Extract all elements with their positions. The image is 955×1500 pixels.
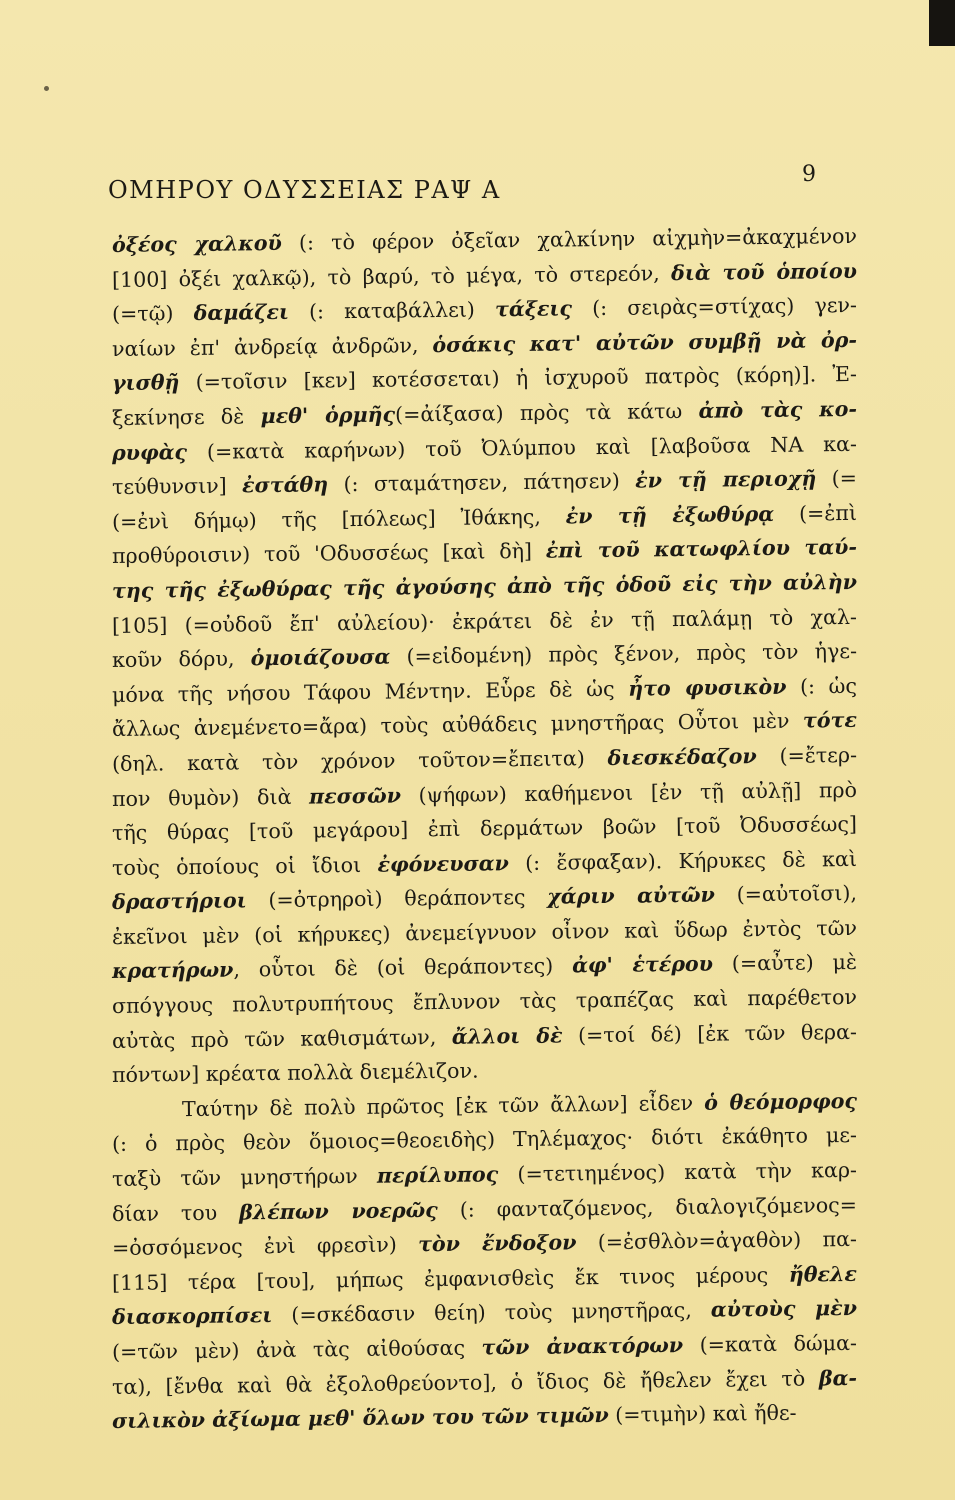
lemma-bold: βα- (818, 1365, 858, 1390)
gloss-text: (=ὀτρηροὶ) θεράποντες (246, 884, 548, 913)
text-line (112, 1395, 857, 1439)
lemma-bold: δραστήριοι (111, 888, 247, 915)
lemma-bold: ἐπὶ τοῦ κατωφλίου ταύ- (545, 535, 858, 564)
gloss-text: τῆς θύρας [τοῦ μεγάρου] ἐπὶ δερμάτων βοῶν [τοῦ Ὀδυσσέως] (111, 811, 858, 846)
lemma-bold: βλέπων νοερῶς (239, 1197, 438, 1225)
gloss-text: τεύθυνσιν] (111, 473, 243, 500)
gloss-text: (=τῶν μὲν) ἀνὰ τὰς αἰθούσας (111, 1335, 482, 1364)
gloss-text: ναίων ἐπ' ἀνδρείᾳ ἀνδρῶν, (111, 332, 433, 361)
commentary-text (111, 223, 858, 1439)
gloss-text: (= (816, 466, 858, 491)
lemma-bold: ἀπὸ τὰς κο- (698, 396, 858, 423)
gloss-text: (δηλ. κατὰ τὸν χρόνον τοῦτον=ἔπειτα) (111, 745, 608, 776)
lemma-bold: μεθ' ὁρμῆς (260, 402, 396, 429)
gloss-text: (: ὡς (786, 673, 858, 699)
running-title: ΟΜΗΡΟΥ ΟΔΥΣΣΕΙΑΣ ΡΑΨ Α (108, 176, 501, 204)
lemma-bold: τὸν ἔνδοξον (417, 1230, 577, 1257)
gloss-text: (=ἐνὶ δήμῳ) τῆς [πόλεως] Ἰθάκης, (111, 504, 566, 534)
lemma-bold: σιλικὸν ἀξίωμα μεθ' ὅλων του τῶν τιμῶν (111, 1403, 609, 1434)
gloss-text: =ὀσσόμενος ἐνὶ φρεσὶν) (111, 1232, 419, 1261)
lemma-bold: πεσσῶν (308, 782, 402, 809)
lemma-bold: ἤθελε (788, 1261, 858, 1287)
gloss-text: [105] (=οὐδοῦ ἔπ' αὐλείου)· ἐκράτει δὲ ἐν τῇ παλάμῃ τὸ χαλ- (111, 604, 858, 638)
lemma-bold: ἦτο φυσικὸν (627, 674, 787, 701)
lemma-bold: αὐτοὺς μὲν (710, 1296, 858, 1323)
gloss-text: (=σκέδασιν θείη) τοὺς μνηστῆρας, (272, 1298, 711, 1328)
lemma-bold: δαμάζει (193, 300, 289, 326)
gloss-text: (: ἔσφαξαν). Κήρυκες δὲ καὶ (508, 846, 858, 875)
gloss-text: (: ὁ πρὸς θεὸν ὅμοιος=θεοειδὴς) Τηλέμαχος· διότι ἐκάθητο με- (111, 1123, 858, 1157)
scan-edge-mark (929, 0, 955, 46)
gloss-text: αὐτὰς πρὸ τῶν καθισμάτων, (111, 1024, 452, 1053)
lemma-bold: ἐστάθη (241, 472, 329, 498)
gloss-text: τοὺς ὁποίους οἱ ἴδιοι (111, 852, 378, 880)
gloss-text: (: καταβάλλει) (288, 297, 496, 325)
lemma-bold: ὁσάκις κατ' αὐτῶν συμβῇ νὰ ὀρ- (432, 327, 858, 357)
gloss-text: (=τῷ) (111, 301, 194, 327)
gloss-text: πον θυμὸν) διὰ (111, 784, 310, 811)
gloss-text: (=ἐπὶ (774, 500, 858, 526)
lemma-bold: ἄλλοι δὲ (451, 1023, 563, 1049)
page-number: 9 (802, 162, 816, 187)
gloss-text: ξεκίνησε δὲ (111, 404, 261, 430)
gloss-text: (: φανταζόμενος, διαλογιζόμενος= (437, 1192, 858, 1222)
gloss-text: (=εἰδομένη) πρὸς ξένον, πρὸς τὸν ἡγε- (390, 639, 858, 669)
gloss-text: (=αὖτε) μὲ (712, 950, 858, 977)
gloss-text: ἄλλως ἀνεμένετο=ἄρα) τοὺς αὐθάδεις μνηστῆρας Οὗτοι μὲν (111, 708, 804, 742)
lemma-bold: περίλυπος (376, 1162, 499, 1188)
gloss-text: (=τοί δέ) [ἐκ τῶν θερα- (562, 1019, 858, 1048)
lemma-bold: γισθῇ (111, 370, 180, 396)
gloss-text: κοῦν δόρυ, (111, 646, 251, 673)
lemma-bold: τάξεις (494, 296, 573, 322)
lemma-bold: κρατήρων (111, 957, 234, 984)
gloss-text: , οὗτοι δὲ (οἱ θεράποντες) (233, 953, 573, 982)
gloss-text: (ψήφων) καθήμενοι [ἐν τῇ αὐλῇ] πρὸ (400, 777, 858, 807)
lemma-bold: της τῆς ἐξωθύρας τῆς ἀγούσης ἀπὸ τῆς ὁδοῦ εἰς τὴν αὐλὴν (111, 569, 858, 603)
gloss-text: (=ἐσθλὸν=ἀγαθὸν) πα- (576, 1227, 858, 1255)
gloss-text: (=κατὰ δώμα- (682, 1330, 858, 1358)
gloss-text: [100] ὀξέι χαλκῷ), τὸ βαρύ, τὸ μέγα, τὸ στερεόν, (111, 260, 672, 292)
lemma-bold: διὰ τοῦ ὁποίου (670, 258, 858, 285)
lemma-bold: διασκορπίσει (111, 1303, 273, 1330)
lemma-bold: χάριν αὐτῶν (547, 882, 716, 909)
gloss-text: (: σειρὰς=στίχας) γεν- (571, 293, 858, 321)
lemma-bold: ἐν τῇ περιοχῇ (635, 466, 817, 493)
gloss-text: ταξὺ τῶν μνηστήρων (111, 1163, 378, 1192)
lemma-bold: τότε (802, 708, 858, 733)
gloss-text: (: τὸ φέρον ὀξεῖαν χαλκίνην αἰχμὴν=ἀκαχμένον (281, 223, 858, 255)
lemma-bold: διεσκέδαζον (607, 744, 757, 770)
lemma-bold: τῶν ἀνακτόρων (481, 1333, 684, 1360)
gloss-text: προθύροισιν) τοῦ 'Οδυσσέως [καὶ δὴ] (111, 539, 546, 569)
gloss-text: (=ἔτερ- (756, 742, 858, 769)
gloss-text: Ταύτην δὲ πολὺ πρῶτος [ἐκ τῶν ἄλλων] εἶδεν (181, 1090, 705, 1121)
gloss-text: (=τοῖσιν [κεν] κοτέσσεται) ἡ ἰσχυροῦ πατρὸς (κόρη)]. Ἐ- (179, 362, 858, 395)
gloss-text: (=κατὰ καρήνων) τοῦ Ὀλύμπου καὶ [λαβοῦσα ΝΑ κα- (186, 431, 858, 464)
lemma-bold: ὁμοιάζουσα (250, 644, 391, 671)
gloss-text: πόντων] κρέατα πολλὰ διεμέλιζον. (111, 1058, 479, 1088)
gloss-text: σπόγγους πολυτρυπήτους ἔπλυνον τὰς τραπέζας καὶ παρέθετον (111, 984, 858, 1019)
gloss-text: (=ἀίξασα) πρὸς τὰ κάτω (394, 398, 699, 427)
gloss-text: (=αὐτοῖσι), (714, 881, 858, 907)
lemma-bold: ἀφ' ἑτέρου (571, 952, 714, 978)
lemma-bold: ὀξέος χαλκοῦ (111, 230, 282, 257)
gloss-text: (=τετιημένος) κατὰ τὴν καρ- (498, 1157, 858, 1187)
gloss-text: μόνα τῆς νήσου Τάφου Μέντην. Εὗρε δὲ ὡς (111, 676, 629, 707)
scan-dot-mark (44, 86, 49, 91)
gloss-text: ἐκεῖνοι μὲν (οἱ κήρυκες) ἀνεμείγνυον οἶνον καὶ ὕδωρ ἐντὸς τῶν (111, 915, 858, 949)
gloss-text: [115] τέρα [του], μήπως ἐμφανισθεὶς ἔκ τινος μέρους (111, 1262, 789, 1295)
gloss-text: τα), [ἔνθα καὶ θὰ ἐξολοθρεύοντο], ὁ ἴδιος δὲ ἤθελεν ἔχει τὸ (111, 1365, 820, 1399)
gloss-text: (: σταμάτησεν, πάτησεν) (328, 468, 636, 497)
lemma-bold: ρυφὰς (111, 439, 188, 465)
lemma-bold: ἐν τῇ ἐξωθύρᾳ (565, 501, 775, 529)
gloss-text: δίαν του (111, 1200, 240, 1226)
lemma-bold: ἐφόνευσαν (377, 850, 509, 877)
lemma-bold: ὁ θεόμορφος (703, 1088, 858, 1115)
gloss-text: (=τιμὴν) καὶ ἤθε- (608, 1400, 797, 1428)
